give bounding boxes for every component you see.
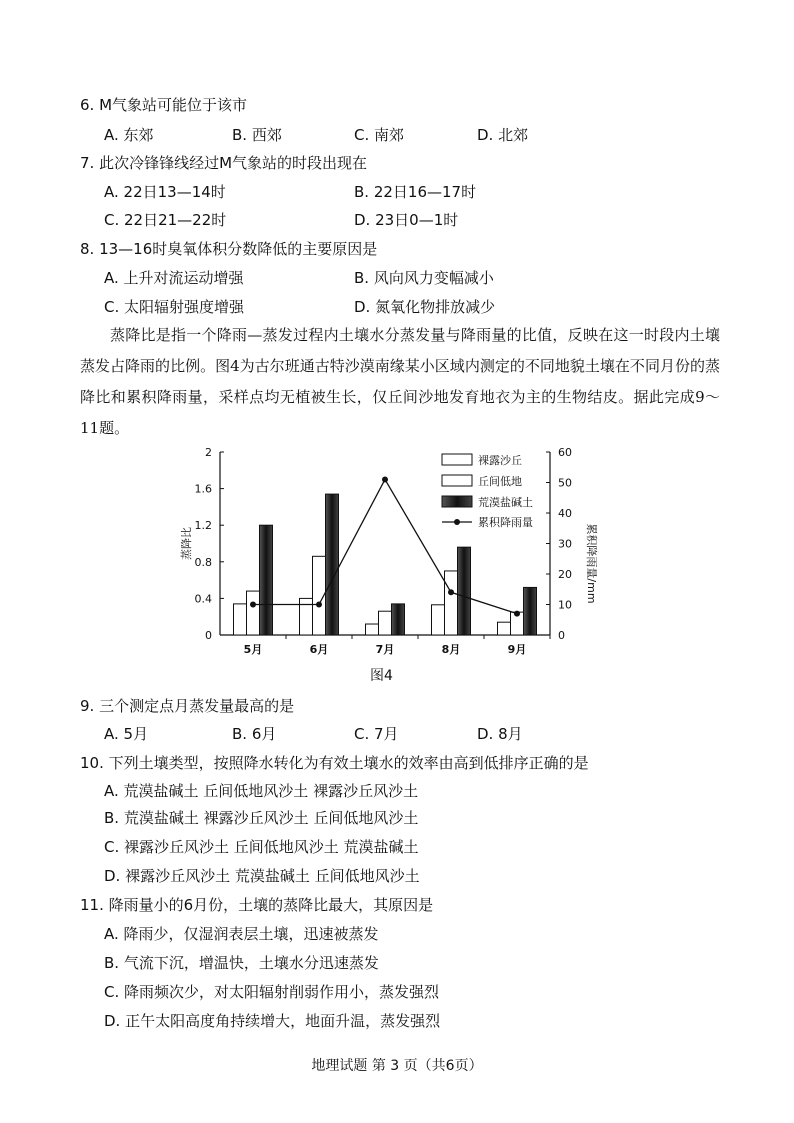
q6-option-b[interactable]: B. 西郊 <box>232 126 282 144</box>
bar-荒漠盐碱土 <box>392 604 405 635</box>
y-tick-label-right: 20 <box>558 568 572 581</box>
y-tick-label-right: 60 <box>558 446 572 459</box>
q6-option-d[interactable]: D. 北郊 <box>477 126 529 144</box>
q10-option-a[interactable]: A. 荒漠盐碱土 丘间低地风沙土 裸露沙丘风沙土 <box>104 782 419 800</box>
bar-荒漠盐碱土 <box>326 494 339 635</box>
legend-label: 荒漠盐碱土 <box>478 496 533 509</box>
rainfall-point <box>316 602 322 608</box>
legend-label: 累积降雨量 <box>478 516 533 529</box>
y-tick-label-right: 40 <box>558 507 572 520</box>
y-tick-label-right: 10 <box>558 598 572 612</box>
q11-option-c[interactable]: C. 降雨频次少，对太阳辐射削弱作用小，蒸发强烈 <box>104 983 440 1001</box>
page-footer: 地理试题 第 3 页（共6页） <box>311 1058 483 1074</box>
bar-丘间低地 <box>445 571 458 635</box>
bar-荒漠盐碱土 <box>524 587 537 635</box>
rainfall-point <box>250 602 256 608</box>
q8-option-a[interactable]: A. 上升对流运动增强 <box>104 269 244 287</box>
q9-option-b[interactable]: B. 6月 <box>232 725 277 743</box>
q10-option-b[interactable]: B. 荒漠盐碱土 裸露沙丘风沙土 丘间低地风沙土 <box>104 809 419 827</box>
q8-option-c[interactable]: C. 太阳辐射强度增强 <box>104 298 245 316</box>
rainfall-point <box>514 611 520 617</box>
legend-line-marker <box>454 519 460 525</box>
legend-label: 裸露沙丘 <box>478 454 522 467</box>
q7-option-d[interactable]: D. 23日0—1时 <box>354 211 459 229</box>
bar-裸露沙丘 <box>432 605 445 635</box>
bar-裸露沙丘 <box>366 624 379 635</box>
legend-swatch <box>442 496 472 507</box>
x-tick-label: 8月 <box>441 643 461 656</box>
rainfall-point <box>448 589 454 595</box>
q9-stem: 9. 三个测定点月蒸发量最高的是 <box>80 697 295 715</box>
legend-label: 丘间低地 <box>478 475 522 488</box>
passage: 蒸降比是指一个降雨—蒸发过程内土壤水分蒸发量与降雨量的比值，反映在这一时段内土壤蒸发占降雨的比例。图4为古尔班通古特沙漠南缘某小区域内测定的不同地貌土壤在不同月份的蒸降比和累积降雨量，采样点均无植被生长，仅丘间沙地发育地衣为主的生物结皮。据此完成9～11题。 <box>80 326 720 437</box>
y-tick-label-right: 50 <box>558 476 572 490</box>
y-tick-label-left: 2 <box>205 446 212 459</box>
figure-4-chart <box>160 440 600 690</box>
bar-裸露沙丘 <box>498 622 511 635</box>
y-axis-label-right: 累积降雨量/mm <box>585 523 598 604</box>
y-tick-label-left: 1.6 <box>194 482 212 496</box>
bar-裸露沙丘 <box>234 604 247 635</box>
bar-丘间低地 <box>247 591 260 635</box>
q9-option-c[interactable]: C. 7月 <box>354 725 399 743</box>
legend-swatch <box>442 454 472 465</box>
q6-option-c[interactable]: C. 南郊 <box>354 126 405 144</box>
q9-option-a[interactable]: A. 5月 <box>104 725 149 743</box>
q7-option-c[interactable]: C. 22日21—22时 <box>104 211 227 229</box>
q11-stem: 11. 降雨量小的6月份，土壤的蒸降比最大，其原因是 <box>80 896 434 914</box>
legend-swatch <box>442 475 472 486</box>
figure-caption: 图4 <box>370 668 393 684</box>
q7-option-a[interactable]: A. 22日13—14时 <box>104 183 226 201</box>
x-tick-label: 6月 <box>309 643 329 656</box>
x-tick-label: 9月 <box>507 643 527 656</box>
q7-option-b[interactable]: B. 22日16—17时 <box>354 183 477 201</box>
q10-option-c[interactable]: C. 裸露沙丘风沙土 丘间低地风沙土 荒漠盐碱土 <box>104 838 419 856</box>
y-tick-label-right: 30 <box>558 537 572 551</box>
bar-荒漠盐碱土 <box>458 547 471 635</box>
q6-option-a[interactable]: A. 东郊 <box>104 126 154 144</box>
q10-option-d[interactable]: D. 裸露沙丘风沙土 荒漠盐碱土 丘间低地风沙土 <box>104 867 420 885</box>
y-tick-label-left: 0.8 <box>194 555 212 569</box>
y-tick-label-left: 1.2 <box>194 519 212 533</box>
q11-option-a[interactable]: A. 降雨少，仅湿润表层土壤，迅速被蒸发 <box>104 925 379 943</box>
q8-option-d[interactable]: D. 氮氧化物排放减少 <box>354 298 496 316</box>
y-tick-label-right: 0 <box>558 629 565 642</box>
q9-option-d[interactable]: D. 8月 <box>477 725 523 743</box>
q7-stem: 7. 此次冷锋锋线经过M气象站的时段出现在 <box>80 154 368 172</box>
rainfall-point <box>382 476 388 482</box>
q11-option-d[interactable]: D. 正午太阳高度角持续增大，地面升温，蒸发强烈 <box>104 1012 441 1030</box>
q11-option-b[interactable]: B. 气流下沉，增温快，土壤水分迅速蒸发 <box>104 954 379 972</box>
bar-荒漠盐碱土 <box>260 525 273 635</box>
y-tick-label-left: 0 <box>205 629 212 642</box>
y-axis-label-left: 蒸降比 <box>180 527 193 560</box>
q10-stem: 10. 下列土壤类型，按照降水转化为有效土壤水的效率由高到低排序正确的是 <box>80 754 589 772</box>
y-tick-label-left: 0.4 <box>194 592 212 606</box>
q8-option-b[interactable]: B. 风向风力变幅减小 <box>354 269 494 287</box>
q8-stem: 8. 13—16时臭氧体积分数降低的主要原因是 <box>80 240 378 258</box>
q6-stem: 6. M气象站可能位于该市 <box>80 96 248 114</box>
x-tick-label: 7月 <box>375 643 395 656</box>
bar-丘间低地 <box>379 611 392 635</box>
x-tick-label: 5月 <box>243 643 263 656</box>
